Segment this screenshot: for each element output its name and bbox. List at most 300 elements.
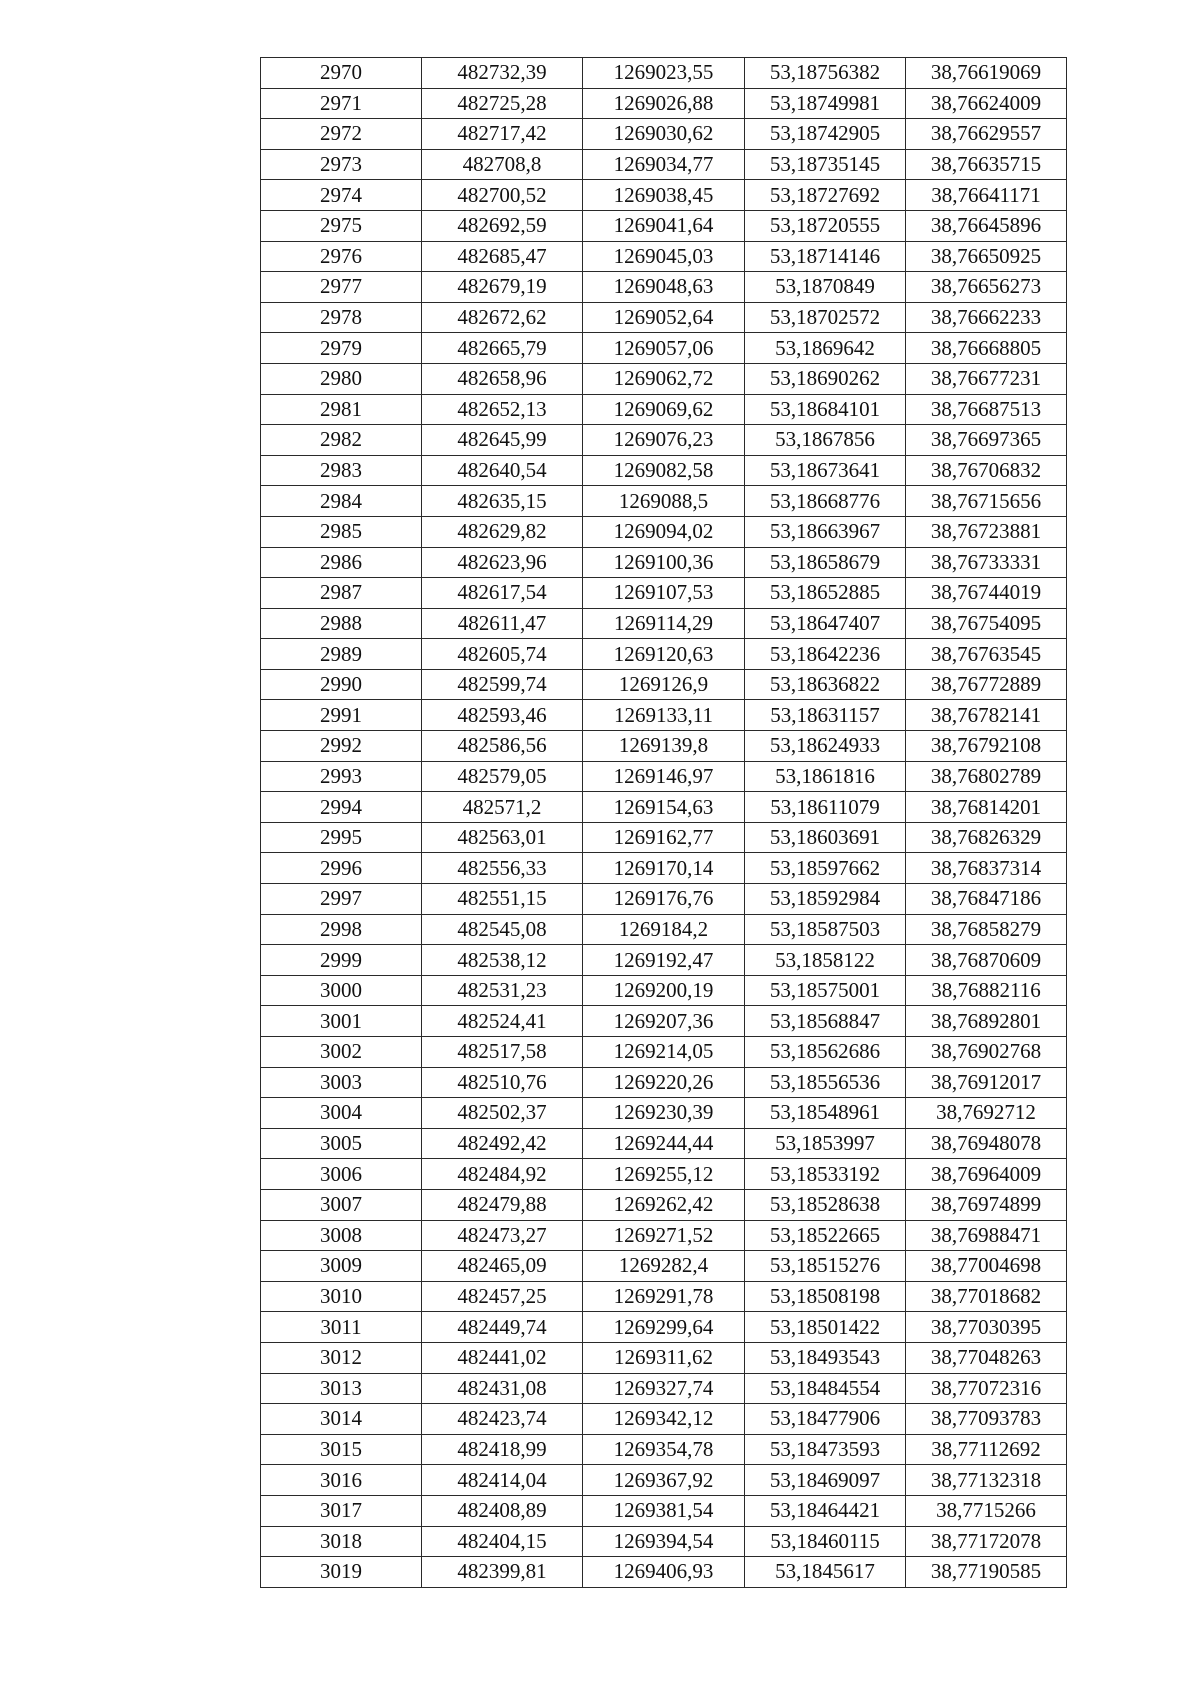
- latitude-cell: 53,18493543: [745, 1342, 906, 1373]
- y-coordinate-cell: 1269045,03: [583, 241, 745, 272]
- longitude-cell: 38,76882116: [906, 975, 1067, 1006]
- x-coordinate-cell: 482717,42: [422, 119, 583, 150]
- longitude-cell: 38,77048263: [906, 1342, 1067, 1373]
- x-coordinate-cell: 482732,39: [422, 58, 583, 89]
- point-number-cell: 3004: [261, 1098, 422, 1129]
- longitude-cell: 38,77004698: [906, 1251, 1067, 1282]
- y-coordinate-cell: 1269034,77: [583, 149, 745, 180]
- point-number-cell: 3010: [261, 1281, 422, 1312]
- longitude-cell: 38,76802789: [906, 761, 1067, 792]
- y-coordinate-cell: 1269406,93: [583, 1557, 745, 1588]
- x-coordinate-cell: 482611,47: [422, 608, 583, 639]
- y-coordinate-cell: 1269100,36: [583, 547, 745, 578]
- point-number-cell: 2975: [261, 210, 422, 241]
- longitude-cell: 38,77018682: [906, 1281, 1067, 1312]
- y-coordinate-cell: 1269230,39: [583, 1098, 745, 1129]
- y-coordinate-cell: 1269192,47: [583, 945, 745, 976]
- longitude-cell: 38,76837314: [906, 853, 1067, 884]
- latitude-cell: 53,18690262: [745, 363, 906, 394]
- x-coordinate-cell: 482431,08: [422, 1373, 583, 1404]
- point-number-cell: 2973: [261, 149, 422, 180]
- table-row: [261, 731, 1067, 762]
- point-number-cell: 3016: [261, 1465, 422, 1496]
- x-coordinate-cell: 482672,62: [422, 302, 583, 333]
- point-number-cell: 2974: [261, 180, 422, 211]
- latitude-cell: 53,18508198: [745, 1281, 906, 1312]
- table-row: [261, 1037, 1067, 1068]
- latitude-cell: 53,18720555: [745, 210, 906, 241]
- point-number-cell: 2976: [261, 241, 422, 272]
- latitude-cell: 53,18756382: [745, 58, 906, 89]
- latitude-cell: 53,18631157: [745, 700, 906, 731]
- longitude-cell: 38,76902768: [906, 1037, 1067, 1068]
- y-coordinate-cell: 1269394,54: [583, 1526, 745, 1557]
- y-coordinate-cell: 1269048,63: [583, 272, 745, 303]
- table-row: [261, 1220, 1067, 1251]
- table-row: [261, 455, 1067, 486]
- latitude-cell: 53,1845617: [745, 1557, 906, 1588]
- x-coordinate-cell: 482599,74: [422, 669, 583, 700]
- latitude-cell: 53,18501422: [745, 1312, 906, 1343]
- y-coordinate-cell: 1269154,63: [583, 792, 745, 823]
- point-number-cell: 2983: [261, 455, 422, 486]
- x-coordinate-cell: 482665,79: [422, 333, 583, 364]
- latitude-cell: 53,1853997: [745, 1128, 906, 1159]
- table-row: [261, 914, 1067, 945]
- longitude-cell: 38,76715656: [906, 486, 1067, 517]
- latitude-cell: 53,18575001: [745, 975, 906, 1006]
- point-number-cell: 2981: [261, 394, 422, 425]
- point-number-cell: 3019: [261, 1557, 422, 1588]
- table-row: [261, 1465, 1067, 1496]
- point-number-cell: 3012: [261, 1342, 422, 1373]
- longitude-cell: 38,77132318: [906, 1465, 1067, 1496]
- longitude-cell: 38,76662233: [906, 302, 1067, 333]
- y-coordinate-cell: 1269146,97: [583, 761, 745, 792]
- y-coordinate-cell: 1269282,4: [583, 1251, 745, 1282]
- longitude-cell: 38,76814201: [906, 792, 1067, 823]
- x-coordinate-cell: 482404,15: [422, 1526, 583, 1557]
- table-row: [261, 1098, 1067, 1129]
- table-row: [261, 700, 1067, 731]
- y-coordinate-cell: 1269041,64: [583, 210, 745, 241]
- point-number-cell: 2993: [261, 761, 422, 792]
- point-number-cell: 2982: [261, 425, 422, 456]
- y-coordinate-cell: 1269244,44: [583, 1128, 745, 1159]
- table-row: [261, 1159, 1067, 1190]
- longitude-cell: 38,77072316: [906, 1373, 1067, 1404]
- x-coordinate-cell: 482524,41: [422, 1006, 583, 1037]
- point-number-cell: 3015: [261, 1434, 422, 1465]
- y-coordinate-cell: 1269255,12: [583, 1159, 745, 1190]
- point-number-cell: 2991: [261, 700, 422, 731]
- x-coordinate-cell: 482479,88: [422, 1189, 583, 1220]
- point-number-cell: 3009: [261, 1251, 422, 1282]
- x-coordinate-cell: 482492,42: [422, 1128, 583, 1159]
- x-coordinate-cell: 482640,54: [422, 455, 583, 486]
- table-row: [261, 1067, 1067, 1098]
- longitude-cell: 38,76988471: [906, 1220, 1067, 1251]
- table-row: [261, 1281, 1067, 1312]
- x-coordinate-cell: 482423,74: [422, 1404, 583, 1435]
- longitude-cell: 38,77190585: [906, 1557, 1067, 1588]
- longitude-cell: 38,76645896: [906, 210, 1067, 241]
- longitude-cell: 38,76964009: [906, 1159, 1067, 1190]
- latitude-cell: 53,18548961: [745, 1098, 906, 1129]
- longitude-cell: 38,76697365: [906, 425, 1067, 456]
- y-coordinate-cell: 1269133,11: [583, 700, 745, 731]
- y-coordinate-cell: 1269291,78: [583, 1281, 745, 1312]
- y-coordinate-cell: 1269176,76: [583, 884, 745, 915]
- y-coordinate-cell: 1269094,02: [583, 516, 745, 547]
- y-coordinate-cell: 1269114,29: [583, 608, 745, 639]
- point-number-cell: 2997: [261, 884, 422, 915]
- point-number-cell: 3018: [261, 1526, 422, 1557]
- latitude-cell: 53,1867856: [745, 425, 906, 456]
- x-coordinate-cell: 482605,74: [422, 639, 583, 670]
- x-coordinate-cell: 482484,92: [422, 1159, 583, 1190]
- point-number-cell: 2999: [261, 945, 422, 976]
- y-coordinate-cell: 1269076,23: [583, 425, 745, 456]
- longitude-cell: 38,76754095: [906, 608, 1067, 639]
- latitude-cell: 53,18673641: [745, 455, 906, 486]
- y-coordinate-cell: 1269271,52: [583, 1220, 745, 1251]
- y-coordinate-cell: 1269120,63: [583, 639, 745, 670]
- latitude-cell: 53,18647407: [745, 608, 906, 639]
- point-number-cell: 3014: [261, 1404, 422, 1435]
- x-coordinate-cell: 482685,47: [422, 241, 583, 272]
- point-number-cell: 2995: [261, 822, 422, 853]
- x-coordinate-cell: 482531,23: [422, 975, 583, 1006]
- x-coordinate-cell: 482635,15: [422, 486, 583, 517]
- point-number-cell: 2972: [261, 119, 422, 150]
- longitude-cell: 38,76733331: [906, 547, 1067, 578]
- x-coordinate-cell: 482502,37: [422, 1098, 583, 1129]
- table-row: [261, 149, 1067, 180]
- x-coordinate-cell: 482563,01: [422, 822, 583, 853]
- longitude-cell: 38,7692712: [906, 1098, 1067, 1129]
- latitude-cell: 53,18556536: [745, 1067, 906, 1098]
- latitude-cell: 53,18642236: [745, 639, 906, 670]
- table-row: [261, 1404, 1067, 1435]
- x-coordinate-cell: 482399,81: [422, 1557, 583, 1588]
- x-coordinate-cell: 482593,46: [422, 700, 583, 731]
- longitude-cell: 38,76744019: [906, 578, 1067, 609]
- latitude-cell: 53,18742905: [745, 119, 906, 150]
- x-coordinate-cell: 482538,12: [422, 945, 583, 976]
- y-coordinate-cell: 1269299,64: [583, 1312, 745, 1343]
- table-row: [261, 394, 1067, 425]
- latitude-cell: 53,18484554: [745, 1373, 906, 1404]
- y-coordinate-cell: 1269052,64: [583, 302, 745, 333]
- longitude-cell: 38,76656273: [906, 272, 1067, 303]
- table-row: [261, 58, 1067, 89]
- x-coordinate-cell: 482645,99: [422, 425, 583, 456]
- y-coordinate-cell: 1269342,12: [583, 1404, 745, 1435]
- table-row: [261, 210, 1067, 241]
- latitude-cell: 53,18533192: [745, 1159, 906, 1190]
- table-row: [261, 975, 1067, 1006]
- y-coordinate-cell: 1269139,8: [583, 731, 745, 762]
- y-coordinate-cell: 1269184,2: [583, 914, 745, 945]
- table-row: [261, 945, 1067, 976]
- latitude-cell: 53,18460115: [745, 1526, 906, 1557]
- latitude-cell: 53,18587503: [745, 914, 906, 945]
- latitude-cell: 53,18668776: [745, 486, 906, 517]
- y-coordinate-cell: 1269220,26: [583, 1067, 745, 1098]
- point-number-cell: 2979: [261, 333, 422, 364]
- table-row: [261, 792, 1067, 823]
- table-row: [261, 1342, 1067, 1373]
- y-coordinate-cell: 1269062,72: [583, 363, 745, 394]
- table-row: [261, 578, 1067, 609]
- longitude-cell: 38,76912017: [906, 1067, 1067, 1098]
- x-coordinate-cell: 482517,58: [422, 1037, 583, 1068]
- point-number-cell: 2984: [261, 486, 422, 517]
- latitude-cell: 53,18684101: [745, 394, 906, 425]
- latitude-cell: 53,18592984: [745, 884, 906, 915]
- longitude-cell: 38,76650925: [906, 241, 1067, 272]
- longitude-cell: 38,76826329: [906, 822, 1067, 853]
- latitude-cell: 53,18658679: [745, 547, 906, 578]
- point-number-cell: 2986: [261, 547, 422, 578]
- latitude-cell: 53,18735145: [745, 149, 906, 180]
- table-row: [261, 1189, 1067, 1220]
- table-row: [261, 547, 1067, 578]
- longitude-cell: 38,76948078: [906, 1128, 1067, 1159]
- x-coordinate-cell: 482692,59: [422, 210, 583, 241]
- x-coordinate-cell: 482551,15: [422, 884, 583, 915]
- latitude-cell: 53,18522665: [745, 1220, 906, 1251]
- longitude-cell: 38,76782141: [906, 700, 1067, 731]
- point-number-cell: 2998: [261, 914, 422, 945]
- longitude-cell: 38,76668805: [906, 333, 1067, 364]
- point-number-cell: 3000: [261, 975, 422, 1006]
- table-row: [261, 1495, 1067, 1526]
- table-row: [261, 1434, 1067, 1465]
- point-number-cell: 2987: [261, 578, 422, 609]
- table-row: [261, 608, 1067, 639]
- longitude-cell: 38,7715266: [906, 1495, 1067, 1526]
- point-number-cell: 2996: [261, 853, 422, 884]
- latitude-cell: 53,18473593: [745, 1434, 906, 1465]
- longitude-cell: 38,76706832: [906, 455, 1067, 486]
- y-coordinate-cell: 1269069,62: [583, 394, 745, 425]
- latitude-cell: 53,1869642: [745, 333, 906, 364]
- y-coordinate-cell: 1269170,14: [583, 853, 745, 884]
- table-row: [261, 822, 1067, 853]
- longitude-cell: 38,76792108: [906, 731, 1067, 762]
- x-coordinate-cell: 482708,8: [422, 149, 583, 180]
- x-coordinate-cell: 482457,25: [422, 1281, 583, 1312]
- x-coordinate-cell: 482679,19: [422, 272, 583, 303]
- point-number-cell: 2989: [261, 639, 422, 670]
- x-coordinate-cell: 482465,09: [422, 1251, 583, 1282]
- table-row: [261, 241, 1067, 272]
- x-coordinate-cell: 482449,74: [422, 1312, 583, 1343]
- latitude-cell: 53,1858122: [745, 945, 906, 976]
- latitude-cell: 53,18597662: [745, 853, 906, 884]
- table-row: [261, 1312, 1067, 1343]
- longitude-cell: 38,76723881: [906, 516, 1067, 547]
- longitude-cell: 38,76641171: [906, 180, 1067, 211]
- x-coordinate-cell: 482658,96: [422, 363, 583, 394]
- point-number-cell: 2970: [261, 58, 422, 89]
- latitude-cell: 53,18714146: [745, 241, 906, 272]
- point-number-cell: 3002: [261, 1037, 422, 1068]
- x-coordinate-cell: 482725,28: [422, 88, 583, 119]
- longitude-cell: 38,76763545: [906, 639, 1067, 670]
- x-coordinate-cell: 482623,96: [422, 547, 583, 578]
- point-number-cell: 2977: [261, 272, 422, 303]
- point-number-cell: 2988: [261, 608, 422, 639]
- point-number-cell: 3005: [261, 1128, 422, 1159]
- table-row: [261, 333, 1067, 364]
- latitude-cell: 53,18702572: [745, 302, 906, 333]
- longitude-cell: 38,76772889: [906, 669, 1067, 700]
- y-coordinate-cell: 1269057,06: [583, 333, 745, 364]
- x-coordinate-cell: 482652,13: [422, 394, 583, 425]
- y-coordinate-cell: 1269381,54: [583, 1495, 745, 1526]
- longitude-cell: 38,76619069: [906, 58, 1067, 89]
- y-coordinate-cell: 1269038,45: [583, 180, 745, 211]
- table-row: [261, 486, 1067, 517]
- y-coordinate-cell: 1269030,62: [583, 119, 745, 150]
- longitude-cell: 38,76624009: [906, 88, 1067, 119]
- y-coordinate-cell: 1269262,42: [583, 1189, 745, 1220]
- point-number-cell: 2992: [261, 731, 422, 762]
- point-number-cell: 3011: [261, 1312, 422, 1343]
- point-number-cell: 3006: [261, 1159, 422, 1190]
- longitude-cell: 38,76847186: [906, 884, 1067, 915]
- latitude-cell: 53,18749981: [745, 88, 906, 119]
- x-coordinate-cell: 482414,04: [422, 1465, 583, 1496]
- x-coordinate-cell: 482556,33: [422, 853, 583, 884]
- point-number-cell: 2990: [261, 669, 422, 700]
- latitude-cell: 53,1870849: [745, 272, 906, 303]
- longitude-cell: 38,76974899: [906, 1189, 1067, 1220]
- longitude-cell: 38,76870609: [906, 945, 1067, 976]
- y-coordinate-cell: 1269354,78: [583, 1434, 745, 1465]
- latitude-cell: 53,18652885: [745, 578, 906, 609]
- table-row: [261, 761, 1067, 792]
- x-coordinate-cell: 482579,05: [422, 761, 583, 792]
- latitude-cell: 53,1861816: [745, 761, 906, 792]
- y-coordinate-cell: 1269311,62: [583, 1342, 745, 1373]
- y-coordinate-cell: 1269214,05: [583, 1037, 745, 1068]
- table-row: [261, 302, 1067, 333]
- x-coordinate-cell: 482473,27: [422, 1220, 583, 1251]
- x-coordinate-cell: 482545,08: [422, 914, 583, 945]
- latitude-cell: 53,18464421: [745, 1495, 906, 1526]
- coordinates-table: [260, 57, 1067, 1588]
- latitude-cell: 53,18469097: [745, 1465, 906, 1496]
- x-coordinate-cell: 482571,2: [422, 792, 583, 823]
- latitude-cell: 53,18636822: [745, 669, 906, 700]
- table-row: [261, 1251, 1067, 1282]
- table-row: [261, 119, 1067, 150]
- longitude-cell: 38,76858279: [906, 914, 1067, 945]
- longitude-cell: 38,77112692: [906, 1434, 1067, 1465]
- latitude-cell: 53,18477906: [745, 1404, 906, 1435]
- table-row: [261, 363, 1067, 394]
- longitude-cell: 38,76635715: [906, 149, 1067, 180]
- table-row: [261, 639, 1067, 670]
- latitude-cell: 53,18603691: [745, 822, 906, 853]
- point-number-cell: 3008: [261, 1220, 422, 1251]
- latitude-cell: 53,18727692: [745, 180, 906, 211]
- y-coordinate-cell: 1269026,88: [583, 88, 745, 119]
- point-number-cell: 2971: [261, 88, 422, 119]
- longitude-cell: 38,76677231: [906, 363, 1067, 394]
- y-coordinate-cell: 1269107,53: [583, 578, 745, 609]
- y-coordinate-cell: 1269162,77: [583, 822, 745, 853]
- table-row: [261, 1557, 1067, 1588]
- y-coordinate-cell: 1269023,55: [583, 58, 745, 89]
- table-row: [261, 88, 1067, 119]
- y-coordinate-cell: 1269088,5: [583, 486, 745, 517]
- longitude-cell: 38,76687513: [906, 394, 1067, 425]
- longitude-cell: 38,76629557: [906, 119, 1067, 150]
- x-coordinate-cell: 482700,52: [422, 180, 583, 211]
- table-row: [261, 853, 1067, 884]
- table-row: [261, 884, 1067, 915]
- x-coordinate-cell: 482408,89: [422, 1495, 583, 1526]
- y-coordinate-cell: 1269200,19: [583, 975, 745, 1006]
- latitude-cell: 53,18528638: [745, 1189, 906, 1220]
- x-coordinate-cell: 482629,82: [422, 516, 583, 547]
- x-coordinate-cell: 482441,02: [422, 1342, 583, 1373]
- point-number-cell: 2985: [261, 516, 422, 547]
- latitude-cell: 53,18663967: [745, 516, 906, 547]
- point-number-cell: 3007: [261, 1189, 422, 1220]
- y-coordinate-cell: 1269207,36: [583, 1006, 745, 1037]
- x-coordinate-cell: 482586,56: [422, 731, 583, 762]
- latitude-cell: 53,18624933: [745, 731, 906, 762]
- x-coordinate-cell: 482617,54: [422, 578, 583, 609]
- y-coordinate-cell: 1269082,58: [583, 455, 745, 486]
- point-number-cell: 3017: [261, 1495, 422, 1526]
- table-row: [261, 272, 1067, 303]
- longitude-cell: 38,77172078: [906, 1526, 1067, 1557]
- y-coordinate-cell: 1269327,74: [583, 1373, 745, 1404]
- point-number-cell: 3001: [261, 1006, 422, 1037]
- x-coordinate-cell: 482510,76: [422, 1067, 583, 1098]
- point-number-cell: 3003: [261, 1067, 422, 1098]
- table-row: [261, 1128, 1067, 1159]
- point-number-cell: 3013: [261, 1373, 422, 1404]
- table-row: [261, 516, 1067, 547]
- table-row: [261, 1526, 1067, 1557]
- latitude-cell: 53,18515276: [745, 1251, 906, 1282]
- point-number-cell: 2980: [261, 363, 422, 394]
- table-row: [261, 180, 1067, 211]
- table-row: [261, 1006, 1067, 1037]
- x-coordinate-cell: 482418,99: [422, 1434, 583, 1465]
- table-row: [261, 1373, 1067, 1404]
- latitude-cell: 53,18562686: [745, 1037, 906, 1068]
- point-number-cell: 2978: [261, 302, 422, 333]
- coordinates-table-body: [261, 58, 1067, 1588]
- longitude-cell: 38,77093783: [906, 1404, 1067, 1435]
- y-coordinate-cell: 1269367,92: [583, 1465, 745, 1496]
- latitude-cell: 53,18611079: [745, 792, 906, 823]
- table-row: [261, 669, 1067, 700]
- y-coordinate-cell: 1269126,9: [583, 669, 745, 700]
- longitude-cell: 38,77030395: [906, 1312, 1067, 1343]
- longitude-cell: 38,76892801: [906, 1006, 1067, 1037]
- table-row: [261, 425, 1067, 456]
